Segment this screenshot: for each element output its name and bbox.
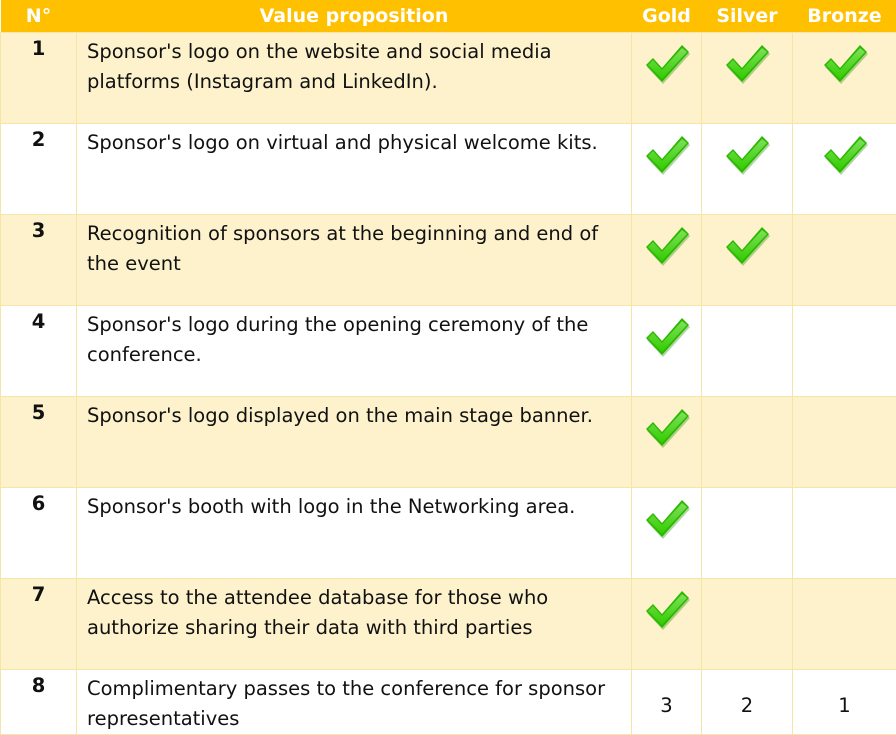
tier-cell-bronze xyxy=(793,124,896,215)
tier-cell-bronze xyxy=(793,306,896,397)
tier-cell-bronze xyxy=(793,579,896,670)
value-proposition-text: Sponsor's booth with logo in the Networking area. xyxy=(77,488,632,579)
tier-cell-silver xyxy=(702,579,793,670)
value-proposition-text: Sponsor's logo displayed on the main stage banner. xyxy=(77,397,632,488)
checkmark-icon xyxy=(702,41,792,90)
checkmark-icon xyxy=(632,132,701,181)
checkmark-icon xyxy=(793,41,896,90)
tier-cell-gold xyxy=(632,33,702,124)
pass-count-bronze: 1 xyxy=(793,670,896,735)
table-row xyxy=(1,33,896,124)
row-number: 1 xyxy=(1,33,77,124)
checkmark-icon xyxy=(632,41,701,90)
header-row xyxy=(1,0,896,33)
tier-cell-silver xyxy=(702,124,793,215)
value-proposition-text: Sponsor's logo during the opening ceremony of the conference. xyxy=(77,306,632,397)
row-number: 7 xyxy=(1,579,77,670)
table-row xyxy=(1,579,896,670)
value-proposition-text: Complimentary passes to the conference for sponsor representatives xyxy=(77,670,632,735)
pass-count-gold: 3 xyxy=(632,670,702,735)
row-number: 5 xyxy=(1,397,77,488)
checkmark-icon xyxy=(632,314,701,363)
tier-cell-bronze xyxy=(793,215,896,306)
tier-cell-gold xyxy=(632,306,702,397)
value-proposition-text: Sponsor's logo on the website and social media platforms (Instagram and LinkedIn). xyxy=(77,33,632,124)
checkmark-icon xyxy=(632,496,701,545)
row-number: 2 xyxy=(1,124,77,215)
tier-cell-silver xyxy=(702,33,793,124)
table-row xyxy=(1,397,896,488)
checkmark-icon xyxy=(632,405,701,454)
value-proposition-text: Access to the attendee database for those who authorize sharing their data with third parties xyxy=(77,579,632,670)
checkmark-icon xyxy=(793,132,896,181)
tier-cell-silver xyxy=(702,397,793,488)
tier-cell-silver xyxy=(702,215,793,306)
checkmark-icon xyxy=(702,132,792,181)
table-row xyxy=(1,488,896,579)
table-body xyxy=(1,33,896,735)
header-value-proposition: Value proposition xyxy=(77,0,632,33)
row-number: 8 xyxy=(1,670,77,735)
header-gold: Gold xyxy=(632,0,702,33)
value-proposition-text: Sponsor's logo on virtual and physical welcome kits. xyxy=(77,124,632,215)
header-number: N° xyxy=(1,0,77,33)
tier-cell-gold xyxy=(632,397,702,488)
tier-cell-gold xyxy=(632,215,702,306)
tier-cell-bronze xyxy=(793,488,896,579)
tier-cell-gold xyxy=(632,488,702,579)
checkmark-icon xyxy=(632,223,701,272)
tier-cell-gold xyxy=(632,579,702,670)
header-silver: Silver xyxy=(702,0,793,33)
tier-cell-silver xyxy=(702,306,793,397)
pass-count-silver: 2 xyxy=(702,670,793,735)
row-number: 3 xyxy=(1,215,77,306)
value-proposition-text: Recognition of sponsors at the beginning and end of the event xyxy=(77,215,632,306)
table-row xyxy=(1,670,896,735)
table-row xyxy=(1,306,896,397)
row-number: 4 xyxy=(1,306,77,397)
tier-cell-silver xyxy=(702,488,793,579)
table-row xyxy=(1,215,896,306)
checkmark-icon xyxy=(702,223,792,272)
table-row xyxy=(1,124,896,215)
tier-cell-bronze xyxy=(793,397,896,488)
checkmark-icon xyxy=(632,587,701,636)
tier-cell-gold xyxy=(632,124,702,215)
header-bronze: Bronze xyxy=(793,0,896,33)
tier-cell-bronze xyxy=(793,33,896,124)
row-number: 6 xyxy=(1,488,77,579)
